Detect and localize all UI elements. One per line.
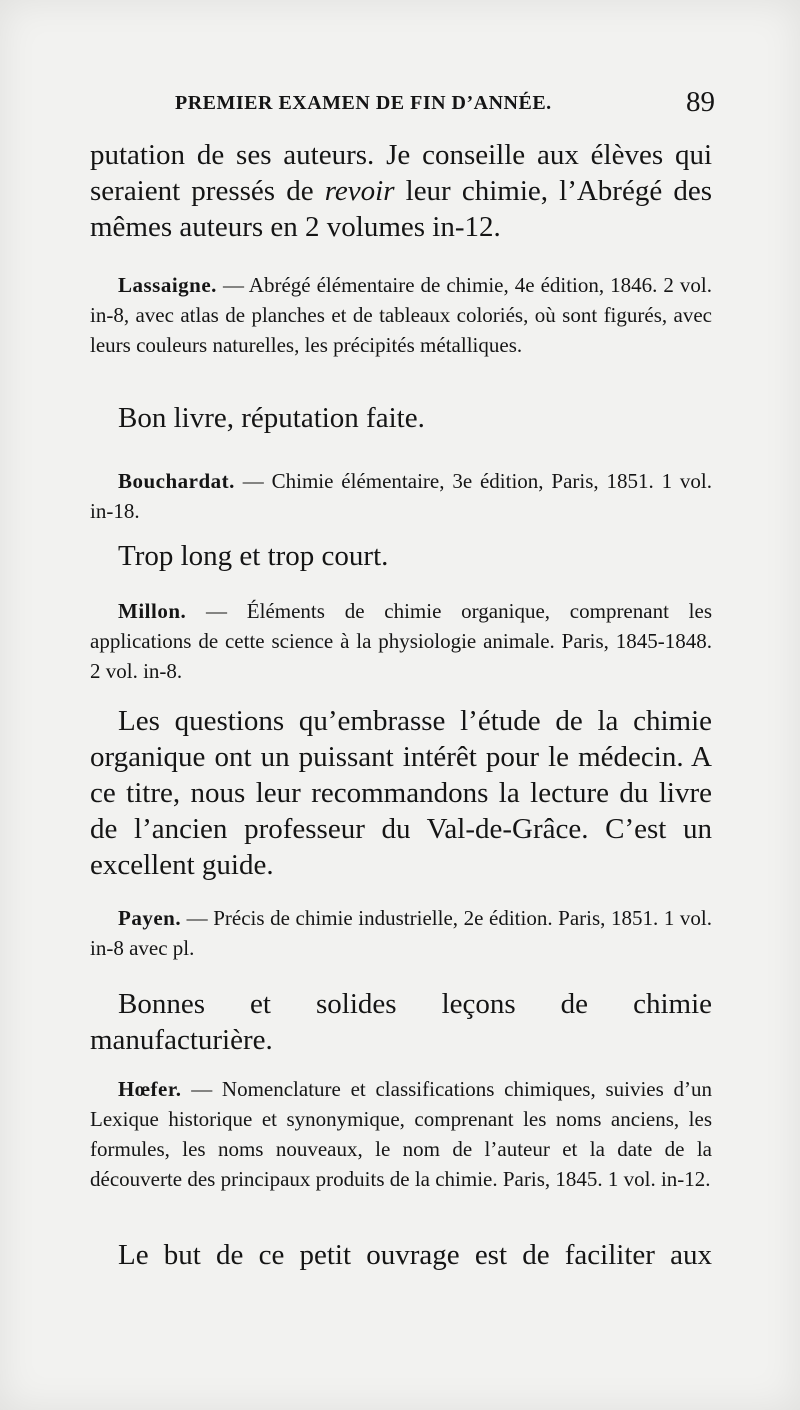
entry-description: — Précis de chimie industrielle, 2e édition. Paris, 1851. 1 vol. in-8 avec pl. (90, 906, 712, 960)
intro-text-start: putation de ses auteurs. Je conseille aux élèves qui seraient pressés de (90, 139, 712, 207)
entry-author: Millon. (118, 599, 187, 623)
entry-payen (90, 903, 712, 963)
entry-bouchardat (90, 466, 712, 526)
running-head: PREMIER EXAMEN DE FIN D’ANNÉE. (175, 92, 552, 114)
paragraph-intro (90, 137, 712, 245)
comment-millon: Les questions qu’embrasse l’étude de la chimie organique ont un puissant intérêt pour le médecin. A ce titre, nous leur recommandons la lecture du livre de l’ancien professeur du Val-de-Grâce. C’est un excellent guide. (90, 705, 712, 881)
comment-payen: Bonnes et solides leçons de chimie manufacturière. (90, 988, 712, 1056)
entry-author: Bouchardat. (118, 469, 235, 493)
page-number: 89 (686, 86, 715, 118)
entry-description: — Éléments de chimie organique, comprenant les applications de cette science à la physiologie animale. Paris, 1845-1848. 2 vol. in-8. (90, 599, 712, 683)
entry-author: Lassaigne. (118, 273, 217, 297)
entry-author: Payen. (118, 906, 182, 930)
comment-bouchardat: Trop long et trop court. (118, 540, 389, 572)
entry-hoefer (90, 1074, 712, 1194)
entry-description: — Nomenclature et classifications chimiques, suivies d’un Lexique historique et synonymique, comprenant les noms anciens, les formules, les noms nouveaux, le nom de l’auteur et la date de la découverte des principaux produits de la chimie. Paris, 1845. 1 vol. in-12. (90, 1077, 712, 1191)
entry-description: — Chimie élémentaire, 3e édition, Paris, 1851. 1 vol. in-18. (90, 469, 712, 523)
comment-hoefer: Le but de ce petit ouvrage est de faciliter aux (118, 1239, 712, 1271)
intro-text-end: leur chimie, l’Abrégé des mêmes auteurs en 2 volumes in-12. (90, 175, 712, 243)
entry-millon (90, 596, 712, 686)
comment-lassaigne: Bon livre, réputation faite. (118, 402, 425, 434)
entry-description: — Abrégé élémentaire de chimie, 4e édition, 1846. 2 vol. in-8, avec atlas de planches et de tableaux coloriés, où sont figurés, avec leurs couleurs naturelles, les précipités métalliques. (90, 273, 712, 357)
page-header (175, 86, 715, 126)
intro-emphasis: revoir (324, 175, 395, 207)
entry-lassaigne (90, 270, 712, 360)
entry-author: Hœfer. (118, 1077, 182, 1101)
